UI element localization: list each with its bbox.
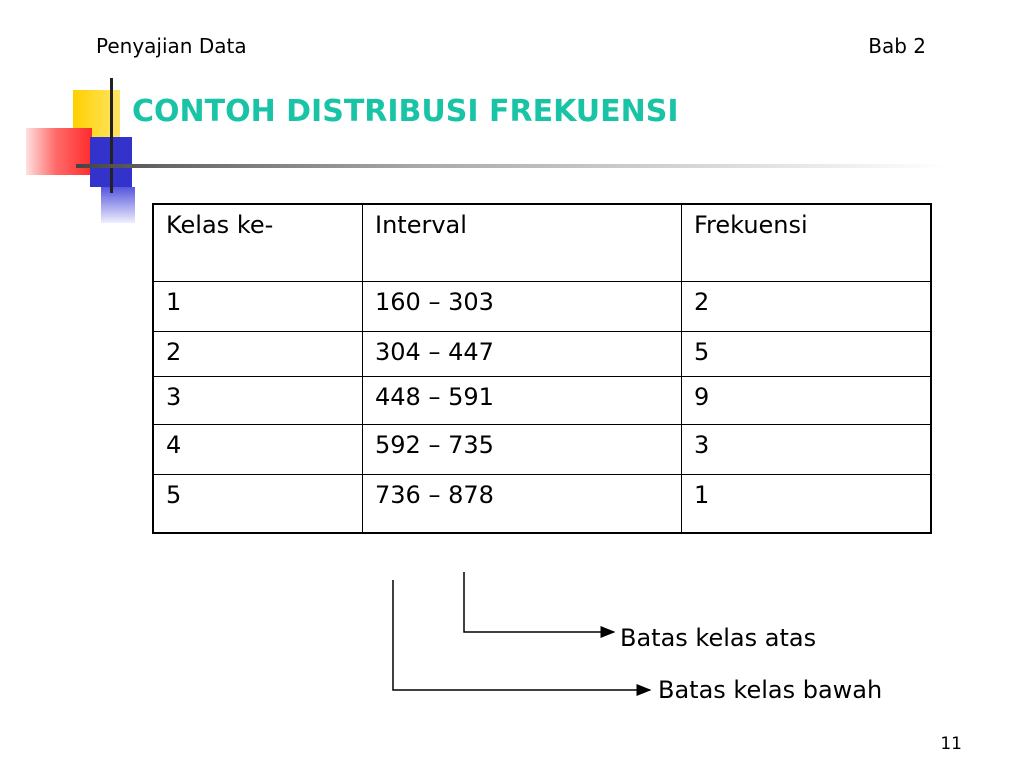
table-cell: 9 xyxy=(682,377,932,425)
table-cell: 5 xyxy=(682,332,932,377)
slide-title: CONTOH DISTRIBUSI FREKUENSI xyxy=(132,94,679,129)
table-cell: 592 – 735 xyxy=(363,425,682,475)
lower-bound-arrow xyxy=(393,580,650,690)
table-cell: 160 – 303 xyxy=(363,282,682,332)
page-number: 11 xyxy=(940,734,962,754)
table-cell: 4 xyxy=(153,425,363,475)
table-cell: 3 xyxy=(153,377,363,425)
table-cell: 304 – 447 xyxy=(363,332,682,377)
table-cell: 1 xyxy=(153,282,363,332)
table-header-cell: Kelas ke- xyxy=(153,204,363,282)
lower-bound-label: Batas kelas bawah xyxy=(658,676,883,704)
table-cell: 736 – 878 xyxy=(363,475,682,534)
header-right: Bab 2 xyxy=(868,34,926,58)
table-header-cell: Frekuensi xyxy=(682,204,932,282)
upper-bound-label: Batas kelas atas xyxy=(620,624,817,652)
upper-bound-arrow xyxy=(464,572,614,632)
table-cell: 5 xyxy=(153,475,363,534)
table-cell: 1 xyxy=(682,475,932,534)
table-cell: 2 xyxy=(682,282,932,332)
table-header-cell: Interval xyxy=(363,204,682,282)
header-left: Penyajian Data xyxy=(96,34,247,58)
table-cell: 448 – 591 xyxy=(363,377,682,425)
table-cell: 3 xyxy=(682,425,932,475)
table-cell: 2 xyxy=(153,332,363,377)
